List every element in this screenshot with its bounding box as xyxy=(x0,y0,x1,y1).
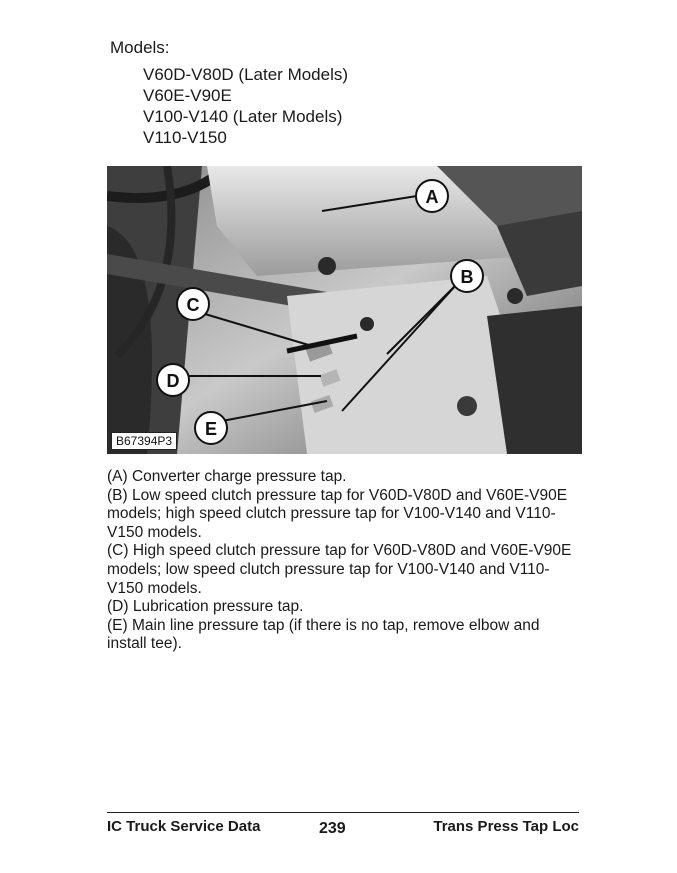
transmission-photo xyxy=(107,166,582,454)
caption-b: (B) Low speed clutch pressure tap for V60D-V80D and V60E-V90E models; high speed clutch pressure tap for V100-V140 and V110-V150 models. xyxy=(107,486,568,541)
svg-text:B: B xyxy=(460,267,474,287)
model-item: V100-V140 (Later Models) xyxy=(143,107,343,126)
page-number: 239 xyxy=(319,820,346,837)
callout-c xyxy=(177,288,209,320)
models-label: Models: xyxy=(110,38,170,57)
svg-text:D: D xyxy=(166,371,180,391)
footer-section: Trans Press Tap Loc xyxy=(433,818,579,835)
callout-b xyxy=(451,260,483,292)
svg-text:A: A xyxy=(425,187,439,207)
model-item: V60E-V90E xyxy=(143,86,232,105)
caption-d: (D) Lubrication pressure tap. xyxy=(107,598,304,616)
model-item: V60D-V80D (Later Models) xyxy=(143,65,349,84)
caption-c: (C) High speed clutch pressure tap for V60D-V80D and V60E-V90E models; low speed clutch pressure tap for V100-V140 and V110-V150 models. xyxy=(107,542,572,597)
footer-title: IC Truck Service Data xyxy=(107,818,261,835)
callout-e xyxy=(195,412,227,444)
model-item: V110-V150 xyxy=(143,128,227,147)
caption-a: (A) Converter charge pressure tap. xyxy=(107,468,347,485)
svg-text:C: C xyxy=(186,295,200,315)
caption-e: (E) Main line pressure tap (if there is no tap, remove elbow and install tee). xyxy=(107,616,540,653)
models-list xyxy=(143,64,348,148)
callout-a xyxy=(416,180,448,212)
caption-list xyxy=(107,468,582,654)
figure-photo xyxy=(107,166,582,454)
figure-code: B67394P3 xyxy=(111,432,177,450)
svg-text:E: E xyxy=(204,419,218,439)
callout-d xyxy=(157,364,189,396)
footer-rule xyxy=(107,812,579,813)
